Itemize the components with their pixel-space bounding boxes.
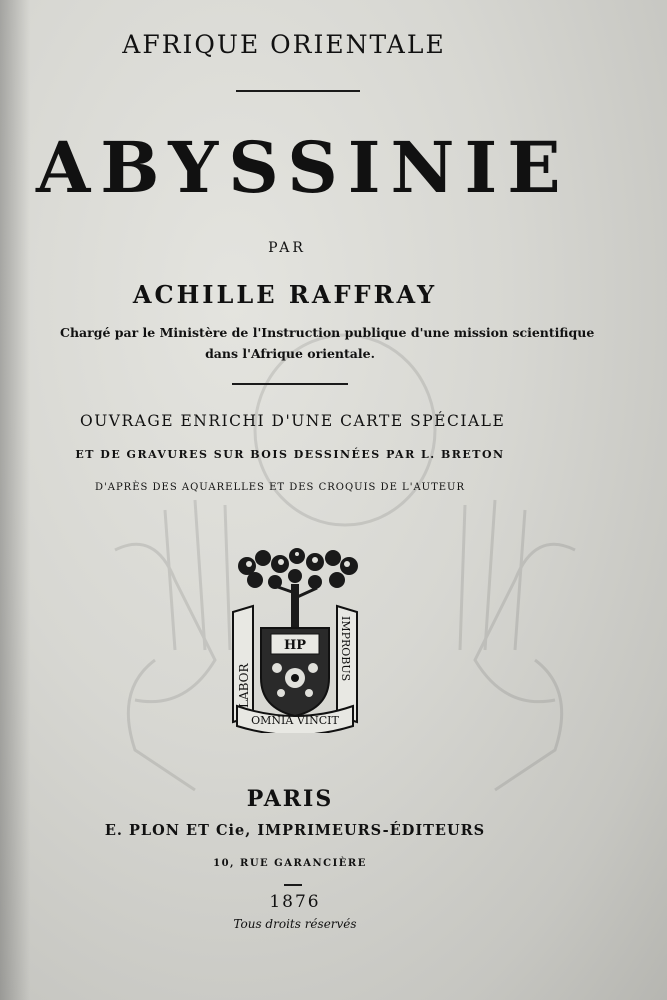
author-credentials [60,322,595,364]
by-label: PAR [268,240,306,256]
emblem-monogram: HP [283,638,307,653]
header-rule [236,90,360,92]
series-heading: AFRIQUE ORIENTALE [122,30,446,59]
credentials-line-2: dans l'Afrique orientale. [205,346,375,361]
engravings-note: ET DE GRAVURES SUR BOIS DESSINÉES PAR L. BRETON [75,448,505,461]
publisher-address: 10, RUE GARANCIÈRE [213,858,367,869]
book-title: ABYSSINIE [36,126,571,209]
year-rule [284,884,302,886]
emblem-motto-right: IMPROBUS [339,616,352,682]
publisher-emblem [225,548,365,733]
publication-city: PARIS [246,786,334,812]
publisher-name: E. PLON ET Cie, IMPRIMEURS-ÉDITEURS [104,822,486,839]
credentials-line-1: Chargé par le Ministère de l'Instruction publique d'une mission scientifique [60,325,595,340]
enriched-note: OUVRAGE ENRICHI D'UNE CARTE SPÉCIALE [80,412,506,430]
author-name: ACHILLE RAFFRAY [132,280,438,309]
page-edge-shadow [0,0,30,1000]
emblem-motto-bottom: OMNIA VINCIT [251,714,339,727]
after-note: D'APRÈS DES AQUARELLES ET DES CROQUIS DE L'AUTEUR [94,482,466,493]
rights-notice: Tous droits réservés [233,917,357,931]
publication-year: 1876 [269,892,321,912]
emblem-motto-left: LABOR [237,663,251,708]
divider-rule [232,383,348,385]
